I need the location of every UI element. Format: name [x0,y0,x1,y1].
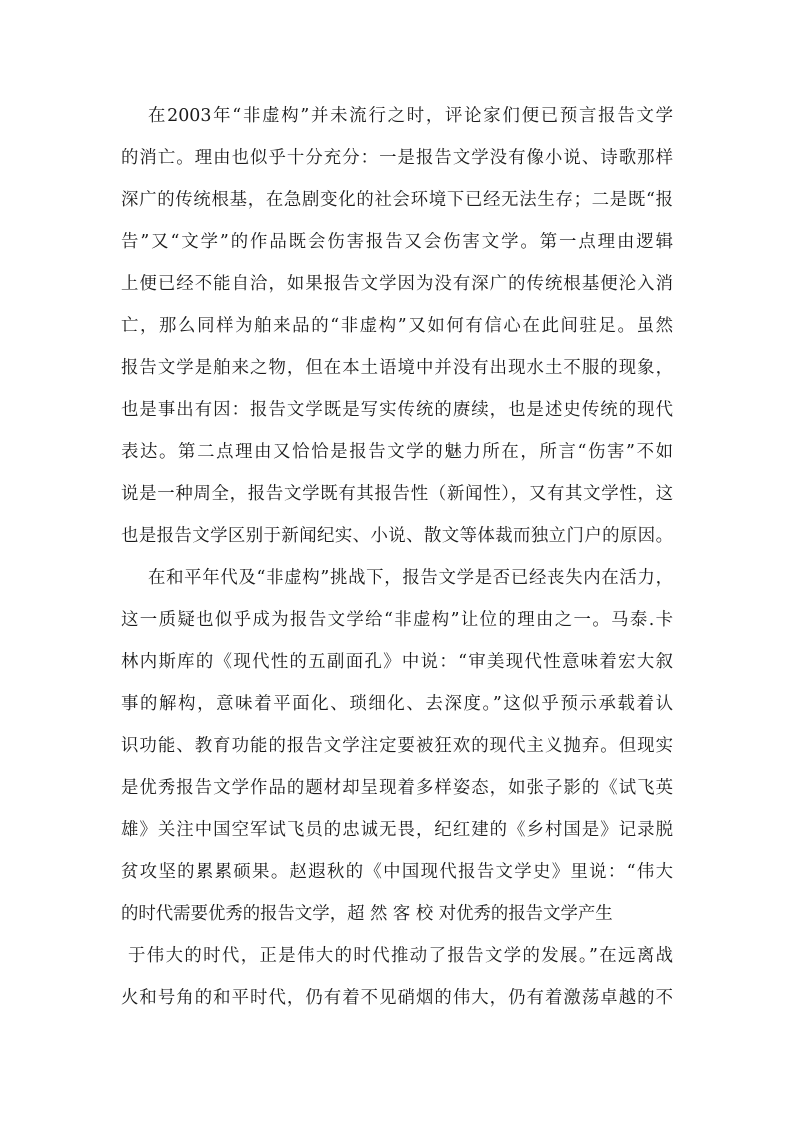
text-line: 在和平年代及“非虚构”挑战下，报告文学是否已经丧失内在活力， [148,568,673,588]
text-line: 识功能、教育功能的报告文学注定要被狂欢的现代主义抛弃。但现实 [121,736,673,756]
text-line: 事的解构，意味着平面化、琐细化、去深度。”这似乎预示承载着认 [121,694,673,714]
text-line: 也是事出有因：报告文学既是写实传统的赓续，也是述史传统的现代 [121,400,673,420]
text-line: 雄》关注中国空军试飞员的忠诚无畏，纪红建的《乡村国是》记录脱 [121,820,673,840]
text-line: 火和号角的和平时代，仍有着不见硝烟的伟大，仍有着激荡卓越的不 [121,988,673,1008]
text-line: 深广的传统根基，在急剧变化的社会环境下已经无法生存；二是既“报 [121,190,673,210]
text-line: 表达。第二点理由又恰恰是报告文学的魅力所在，所言“伤害”不如 [121,442,673,462]
text-line: 亡，那么同样为舶来品的“非虚构”又如何有信心在此间驻足。虽然 [121,316,673,336]
text-line: 于伟大的时代，正是伟大的时代推动了报告文学的发展。”在远离战 [128,946,673,966]
text-line: 也是报告文学区别于新闻纪实、小说、散文等体裁而独立门户的原因。 [121,526,673,546]
text-line: 贫攻坚的累累硕果。赵遐秋的《中国现代报告文学史》里说：“伟大 [121,862,673,882]
text-line: 林内斯库的《现代性的五副面孔》中说：“审美现代性意味着宏大叙 [121,652,673,672]
text-line: 的消亡。理由也似乎十分充分：一是报告文学没有像小说、诗歌那样 [121,148,673,168]
text-line: 报告文学是舶来之物，但在本土语境中并没有出现水土不服的现象， [121,358,673,378]
text-line: 告”又“文学”的作品既会伤害报告又会伤害文学。第一点理由逻辑 [121,232,673,252]
text-line: 这一质疑也似乎成为报告文学给“非虚构”让位的理由之一。马泰.卡 [121,610,673,630]
text-line: 在2003年“非虚构”并未流行之时，评论家们便已预言报告文学 [148,106,673,126]
text-line: 说是一种周全，报告文学既有其报告性（新闻性），又有其文学性，这 [121,484,673,504]
text-line: 是优秀报告文学作品的题材却呈现着多样姿态，如张子影的《试飞英 [121,778,673,798]
text-line: 上便已经不能自洽，如果报告文学因为没有深广的传统根基便沦入消 [121,274,673,294]
text-line: 的时代需要优秀的报告文学，超 然 客 校 对优秀的报告文学产生 [121,904,613,924]
